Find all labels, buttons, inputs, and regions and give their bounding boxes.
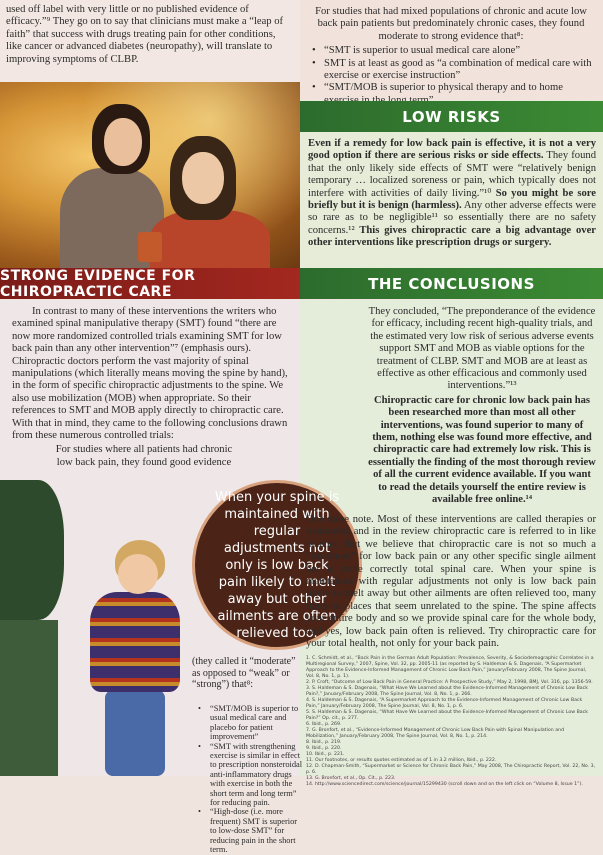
conclusions-text xyxy=(368,306,596,509)
footnote: 11. Our footnotes, or results quotes estimated as of 1 in 3.2 million, Ibid., p. 222. xyxy=(306,758,497,763)
strong-evidence-text xyxy=(12,306,296,471)
footnote: 8. Ibid., p. 219. xyxy=(306,740,342,745)
footnote: 2. P. Croft, “Outcome of Low Back Pain in General Practice: A Prospective Study,” May 2, 1998, BMJ, Vol. 316, pp. 1356-59. xyxy=(306,680,593,685)
top-left-text xyxy=(6,4,294,68)
child-striped-sweater xyxy=(90,592,180,692)
footnote: 4. S. Haldeman & S. Dagenais, “A Supermarket Approach to the Evidence-Informed Management of Chronic Low Back Pain,” January/February 2008, The Spine Journal, Vol. 8, No. 1, p. 6. xyxy=(306,698,583,709)
strong-evidence-bullet: • “High-dose (i.e. more frequent) SMT is superior to low-dose SMT” for reducing pain in the short term. xyxy=(192,807,304,854)
footnote: 3. S. Haldeman & S. Dagenais, “What Have We Learned about the Evidence-Informed Management of Chronic Low Back Pain?,” January/February 2008, The Spine Journal, Vol. 8, No. 1, p. 266. xyxy=(306,686,588,697)
child-legs xyxy=(105,690,165,776)
woman-left-face xyxy=(104,118,142,166)
strong-evidence-continued xyxy=(192,656,304,693)
photo-child xyxy=(60,540,190,776)
adult-leg xyxy=(0,620,58,776)
conclusions-paragraph-2: Chiropractic care for chronic low back pain has been researched more than most all other interventions, was found superior to many of them, nothing else was found more effective, and chiropractic care had extremely low risk. This is essentially the finding of the most thorough review of all the current evidence available. If you want to read the details yourself the entire review is available free online.¹⁴ xyxy=(368,394,596,506)
strong-evidence-paragraph-3: (they called it “moderate” as opposed to “weak” or “strong”) that⁸: xyxy=(192,656,296,691)
footnote: 10. Ibid., p. 221. xyxy=(306,752,345,757)
strong-evidence-heading: STRONG EVIDENCE FOR CHIROPRACTIC CARE xyxy=(0,268,300,299)
photo-two-women xyxy=(0,82,300,268)
low-risks-closing: This gives chiropractic care a big advantage over other interventions like prescription drugs or surgery. xyxy=(308,224,596,249)
conclusions-text-lower xyxy=(306,514,596,652)
footnote: 6. Ibid., p. 269. xyxy=(306,722,342,727)
footnote: 12. D. Chapman-Smith, “Supermarket or Science for Chronic Back Pain,” May 2008, The Chiropractic Report, Vol. 22, No. 3, p. 6. xyxy=(306,764,596,775)
top-right-intro: For studies that had mixed populations of chronic and acute low back pain patients but predominately chronic cases, they found moderate to strong evidence that⁸: xyxy=(315,6,587,42)
top-right-bullet-list xyxy=(306,45,596,107)
top-right-text xyxy=(306,6,596,107)
footnote: 5. S. Haldeman & S. Dagenais, “What Have We Learned about the Evidence-Informed Management of Chronic Low Back Pain?” Op. cit., p. 277. xyxy=(306,710,588,721)
footnote: 14. http://www.sciencedirect.com/science/journal/15299430 (scroll down and on the left click on “Volume 8, Issue 1”). xyxy=(306,782,583,787)
top-left-paragraph: used off label with very little or no published evidence of efficacy.”⁹ They go on to say that clinicians must make a “leap of faith” that success with drugs treating pain for other conditions, like cancer or advanced diabetes (neuropathy), will translate to improving symptoms of CLBP. xyxy=(6,4,284,65)
top-right-bullet: • “SMT is superior to usual medical care alone” xyxy=(306,45,596,57)
strong-evidence-bullet: • “SMT/MOB is superior to usual medical care and placebo for patient improvement” xyxy=(192,704,304,742)
adult-arm xyxy=(0,480,64,620)
footnote: 1. C. Schmidt, et al., “Back Pain in the German Adult Population: Prevalence, Severity, & Sociodemographic Correlates in a Multiregional Survey,” 2007, Spine, Vol. 32, pp. 2005-11 (as reported by S. Haldeman & S. Dagenais, “A Supermarket Approach to the Evidence-Informed Management of Chronic Low Back Pain,” January/February 2008, The Spine Journal, Vol. 8, No. 1, p. 1). xyxy=(306,656,594,679)
low-risks-body: They found that the only likely side effects of SMT were “relatively benign temporary … localized soreness or pain, which typically does not interfere with activities of daily living.”¹⁰ xyxy=(308,150,596,199)
conclusions-heading: THE CONCLUSIONS xyxy=(300,268,603,299)
conclusions-paragraph-1: They concluded, “The preponderance of the evidence for efficacy, including recent high-quality trials, and the estimated very low risk of serious adverse events support SMT and MOB as viable options for the treatment of CLBP. SMT and MOB are at least as effective as other efficacious and commonly used interventions.”¹³ xyxy=(368,306,596,392)
strong-evidence-bullets-area xyxy=(192,704,304,855)
footnotes xyxy=(306,656,596,788)
footnote: 7. G. Bronfort, et al., “Evidence-Informed Management of Chronic Low Back Pain with Spinal Manipulation and Mobilization,” January/February 2008, The Spine Journal, Vol. 8, No. 1, p. 214. xyxy=(306,728,565,739)
pull-quote-text: When your spine is maintained with regular adjustments not only is low back pain likely to melt away but other ailments are often relieved too. xyxy=(214,489,340,641)
mug xyxy=(138,232,162,262)
top-right-bullet: • SMT is at least as good as “a combination of medical care with exercise or exercise instruction” xyxy=(306,58,596,83)
woman-right-face xyxy=(182,152,224,204)
strong-evidence-paragraph-1: In contrast to many of these interventions the writers who examined spinal manipulative therapy (SMT) found “there are now more randomized controlled trials examining SMT for low back pain than any other intervention”⁷ (emphasis ours). Chiropractic doctors perform the vast majority of spinal manipulations (which literally means moving the spine by hand), in the form of specific chiropractic adjustments to the spine. We also use mobilization (MOB) when appropriate. So their references to SMT and MOB apply directly to chiropractic care. With that in mind, they came to the following conclusions drawn from these numerous controlled trials: xyxy=(12,306,288,442)
low-risks-emphasis: So you might be sore briefly but it is benign (harmless). xyxy=(308,187,596,212)
top-right-bullet: • “SMT/MOB is superior to physical therapy and to home xyxy=(306,82,596,107)
low-risks-heading: LOW RISKS xyxy=(300,101,603,132)
low-risks-lead: Even if a remedy for low back pain is effective, it is not a very good option if there are serious risks or side effects. xyxy=(308,138,596,162)
child-face xyxy=(118,554,158,594)
strong-evidence-bullet: • “SMT with strengthening exercise is similar in effect to prescription nonsteroidal anti-inflammatory drugs with exercise in both the short term and long term” for reducing pain. xyxy=(192,742,304,808)
conclusions-paragraph-3: One more note. Most of these interventions are called therapies or treatments and in the review chiropractic care is referred to in like manner. But we believe that chiropractic care is not so much a “treatment” for low back pain or any other specific single ailment but is more correctly total spinal care. When your spine is maintained with regular adjustments not only is low back pain likely to melt away but other ailments are often relieved too, many times in places that seem unrelated to the spine. The spine affects your entire body and so we provide spinal care for the whole body, and yes, low back pain often is relieved. Try chiropractic care for your total health, not only for your back pain. xyxy=(306,514,596,650)
strong-evidence-paragraph-2: For studies where all patients had chronic low back pain, they found good evidence xyxy=(55,444,233,468)
footnote: 13. G. Bronfort, et al., Op. Cit., p. 223. xyxy=(306,776,396,781)
strong-evidence-bullet-list xyxy=(192,704,304,855)
low-risks-text xyxy=(308,138,596,252)
low-risks-body-2: Any other adverse effects were so rare as to be negligible¹¹ so essentially there are no safety concerns.¹² xyxy=(308,200,597,236)
footnote: 9. Ibid., p. 220. xyxy=(306,746,342,751)
